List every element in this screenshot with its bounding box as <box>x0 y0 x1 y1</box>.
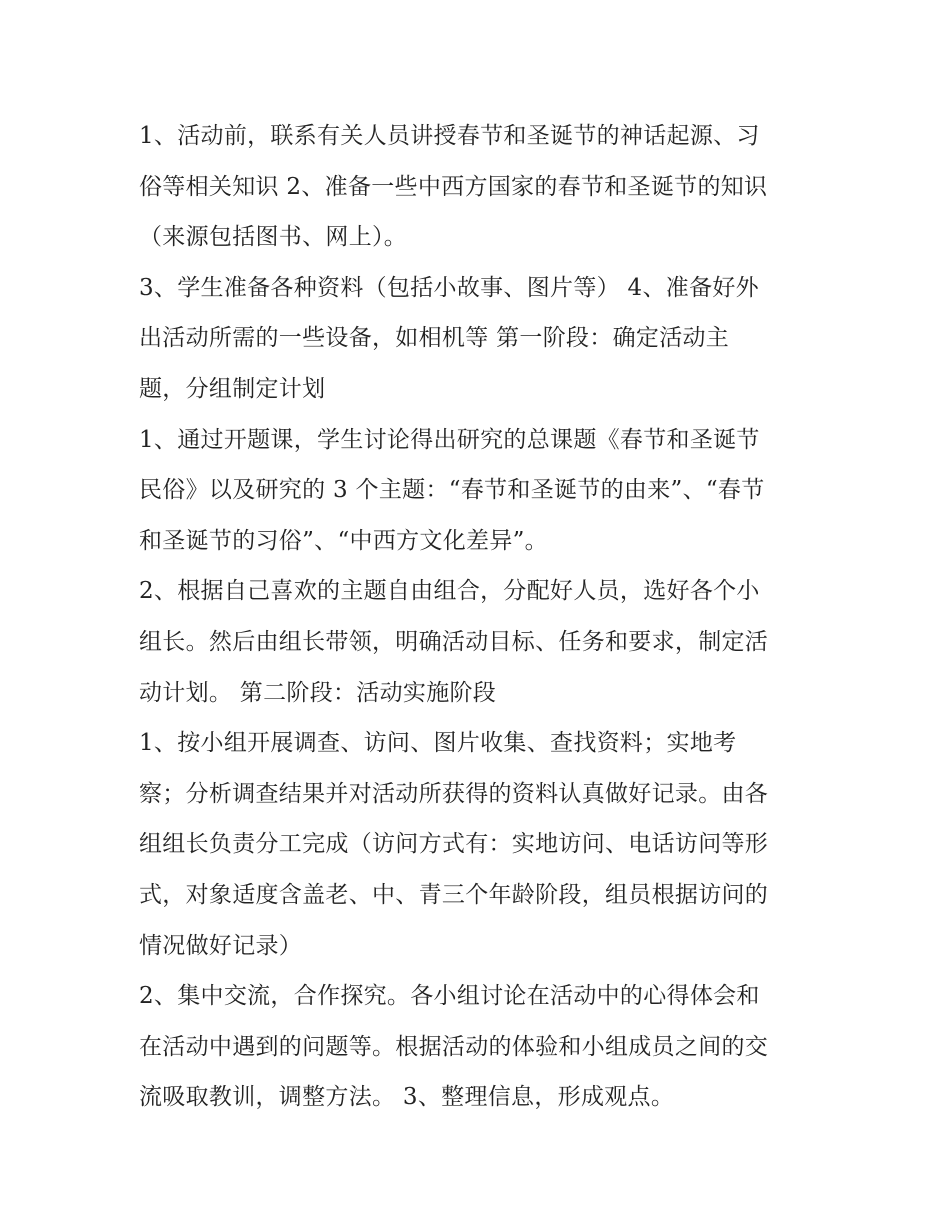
text-line: 察；分析调查结果并对活动所获得的资料认真做好记录。由各 <box>139 780 769 807</box>
text-line: 俗等相关知识 2、准备一些中西方国家的春节和圣诞节的知识 <box>139 173 768 200</box>
text-line: 和圣诞节的习俗”、“中西方文化差异”。 <box>139 527 548 554</box>
text-line: 题，分组制定计划 <box>139 375 326 402</box>
text-line: 2、根据自己喜欢的主题自由组合，分配好人员，选好各个小 <box>139 578 760 605</box>
text-line: 3、学生准备各种资料（包括小故事、图片等） 4、准备好外 <box>139 274 759 301</box>
text-line: 1、按小组开展调查、访问、图片收集、查找资料；实地考 <box>139 730 737 757</box>
document-body <box>139 111 819 1123</box>
text-line: 出活动所需的一些设备，如相机等 第一阶段：确定活动主 <box>139 325 730 352</box>
text-line: 动计划。 第二阶段：活动实施阶段 <box>139 679 497 706</box>
text-line: 情况做好记录） <box>139 932 303 959</box>
text-line: 组长。然后由组长带领，明确活动目标、任务和要求，制定活 <box>139 628 769 655</box>
text-line: （来源包括图书、网上）。 <box>139 224 408 251</box>
text-line: 1、通过开题课，学生讨论得出研究的总课题《春节和圣诞节 <box>139 426 760 453</box>
text-line: 民俗》以及研究的 3 个主题：“春节和圣诞节的由来”、“春节 <box>139 477 765 504</box>
text-line: 式，对象适度含盖老、中、青三个年龄阶段，组员根据访问的 <box>139 881 769 908</box>
text-line: 1、活动前，联系有关人员讲授春节和圣诞节的神话起源、习 <box>139 123 760 149</box>
text-line: 组组长负责分工完成（访问方式有：实地访问、电话访问等形 <box>139 831 769 858</box>
text-line: 流吸取教训，调整方法。 3、整理信息，形成观点。 <box>139 1084 675 1111</box>
text-line: 2、集中交流，合作探究。各小组讨论在活动中的心得体会和 <box>139 983 760 1010</box>
text-line: 在活动中遇到的问题等。根据活动的体验和小组成员之间的交 <box>139 1033 769 1060</box>
